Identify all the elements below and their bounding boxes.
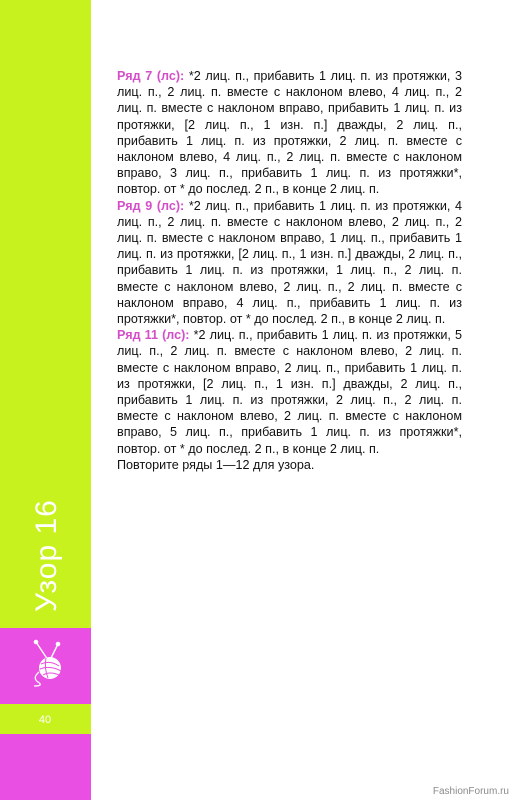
watermark: FashionForum.ru	[432, 786, 509, 797]
repeat-instruction	[117, 457, 462, 473]
row-text: *2 лиц. п., прибавить 1 лиц. п. из протяжки, 5 лиц. п., 2 лиц. п. вместе с наклоном влево, 2 лиц. п. вместе с наклоном вправо, 2 лиц. п., прибавить 1 лиц. п. из протяжки, [2 лиц. п., 1 изн. п.] дважды, 2 лиц. п., прибавить 1 лиц. п. из протяжки, 2 лиц. п., 2 лиц. п. вместе с наклоном влево, 2 лиц. п. вместе с наклоном вправо, 5 лиц. п., прибавить 1 лиц. п. из протяжки*, повтор. от * до послед. 2 п., в конце 2 лиц. п.	[117, 328, 462, 456]
page-number: 40	[38, 714, 52, 726]
repeat-text: Повторите ряды 1—12 для узора.	[117, 457, 315, 472]
row-11-paragraph	[117, 327, 462, 457]
row-9-paragraph	[117, 198, 462, 328]
row-label: Ряд 7 (лс):	[117, 69, 185, 83]
sidebar-magenta-bottom-band	[0, 734, 91, 800]
yarn-ball-with-needles-icon	[28, 638, 68, 688]
row-7-paragraph	[117, 68, 462, 198]
row-text: *2 лиц. п., прибавить 1 лиц. п. из протяжки, 3 лиц. п., 2 лиц. п. вместе с наклоном влево, 4 лиц. п., 2 лиц. п. вместе с наклоном вправо, прибавить 1 лиц. п. из протяжки, [2 лиц. п., 1 изн. п.] дважды, 2 лиц. п., прибавить 1 лиц. п. из протяжки, 2 лиц. п. вместе с наклоном влево, 4 лиц. п., 2 лиц. п. вместе с наклоном вправо, 3 лиц. п., прибавить 1 лиц. п. из протяжки*, повтор. от * до послед. 2 п., в конце 2 лиц. п.	[117, 69, 462, 197]
row-label: Ряд 11 (лс):	[117, 328, 190, 343]
pattern-title: Узор 16	[30, 499, 63, 612]
row-text: *2 лиц. п., прибавить 1 лиц. п. из протяжки, 4 лиц. п., 2 лиц. п. вместе с наклоном влево, 2 лиц. п., 2 лиц. п. вместе с наклоном вправо, 1 лиц. п., прибавить 1 лиц. п. из протяжки, [2 лиц. п., 1 изн. п.] дважды, 2 лиц. п., прибавить 1 лиц. п. из протяжки, 1 лиц. п., 2 лиц. п. вместе с наклоном влево, 2 лиц. п., 2 лиц. п. вместе с наклоном вправо, 4 лиц. п., прибавить 1 лиц. п. из протяжки*, повтор. от * до послед. 2 п., в конце 2 лиц. п.	[117, 198, 462, 327]
row-label: Ряд 9 (лс):	[117, 198, 185, 213]
pattern-instructions	[117, 68, 462, 473]
